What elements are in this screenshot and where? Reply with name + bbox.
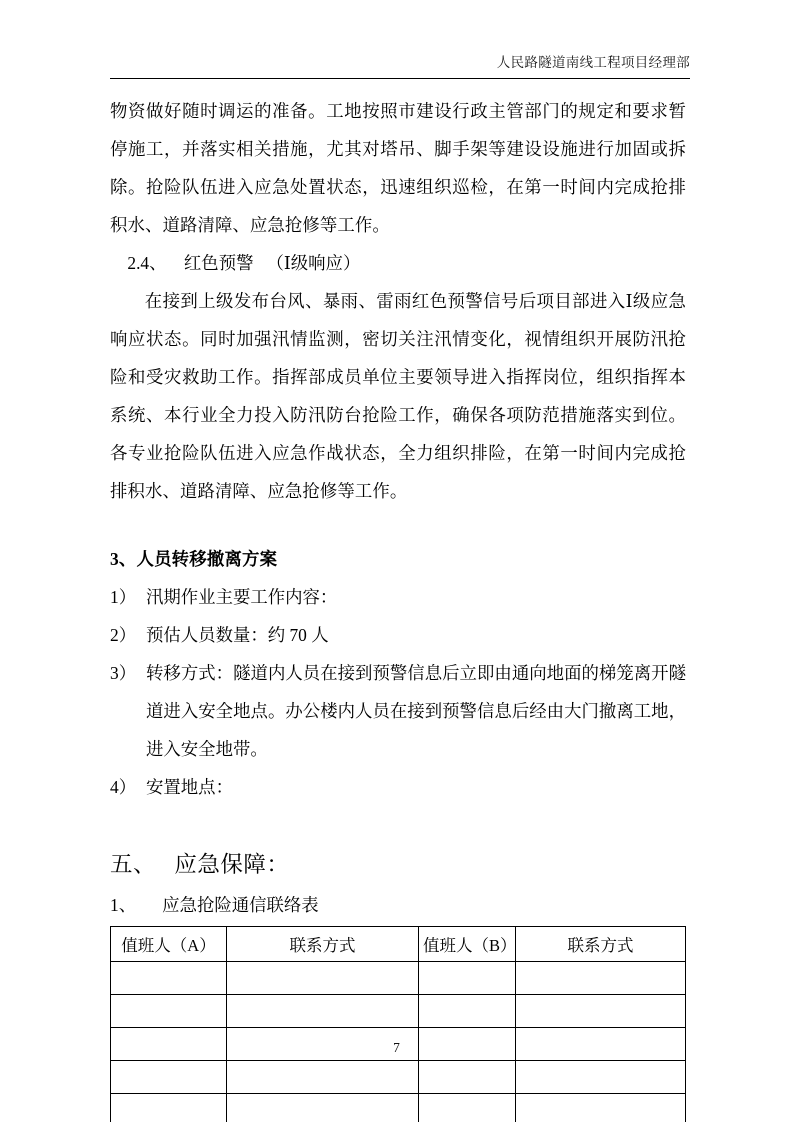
emergency-contact-table (110, 926, 686, 1122)
running-header: 人民路隧道南线工程项目经理部 (496, 55, 690, 70)
list-item-text: 汛期作业主要工作内容： (146, 587, 338, 607)
column-header-duty-person-b: 值班人（B） (419, 927, 516, 962)
list-marker: 2） (110, 625, 137, 645)
section-2-4-body: 在接到上级发布台风、暴雨、雷雨红色预警信号后项目部进入Ⅰ级应急响应状态。同时加强汛情监测，密切关注汛情变化，视情组织开展防汛抢险和受灾救助工作。指挥部成员单位主要领导进入指挥岗位，组织指挥本系统、本行业全力投入防汛防台抢险工作，确保各项防范措施落实到位。各专业抢险队伍进入应急作战状态，全力组织排险，在第一时间内完成抢排积水、道路清障、应急抢修等工作。 (110, 291, 686, 501)
table-row (111, 1094, 686, 1122)
list-item (110, 616, 686, 654)
list-item-text: 转移方式：隧道内人员在接到预警信息后立即由通向地面的梯笼离开隧道进入安全地点。办公楼内人员在接到预警信息后经由大门撤离工地，进入安全地带。 (146, 663, 686, 759)
table-cell[interactable] (516, 962, 686, 995)
list-item (110, 654, 686, 768)
table-cell[interactable] (111, 1094, 227, 1122)
table-cell[interactable] (227, 1094, 419, 1122)
list-item (110, 578, 686, 616)
list-item (110, 768, 686, 806)
list-marker: 3） (110, 663, 137, 683)
table-cell[interactable] (419, 1061, 516, 1094)
table-row (111, 1061, 686, 1094)
spacer-before-section-3 (110, 510, 686, 540)
table-cell[interactable] (227, 962, 419, 995)
table-cell[interactable] (111, 995, 227, 1028)
section-5-heading: 五、 应急保障： (110, 852, 290, 877)
table-caption: 1、 应急抢险通信联络表 (110, 895, 319, 915)
table-cell[interactable] (516, 995, 686, 1028)
column-header-contact-a: 联系方式 (227, 927, 419, 962)
document-body (110, 92, 686, 1122)
section-3-heading: 3、人员转移撤离方案 (110, 549, 278, 569)
paragraph-continued: 物资做好随时调运的准备。工地按照市建设行政主管部门的规定和要求暂停施工，并落实相关措施，尤其对塔吊、脚手架等建设设施进行加固或拆除。抢险队伍进入应急处置状态，迅速组织巡检，在第一时间内完成抢排积水、道路清障、应急抢修等工作。 (110, 101, 686, 235)
table-cell[interactable] (227, 1061, 419, 1094)
column-header-contact-b: 联系方式 (516, 927, 686, 962)
list-marker: 1） (110, 587, 137, 607)
list-marker: 4） (110, 777, 137, 797)
table-cell[interactable] (419, 1094, 516, 1122)
section-3-list (110, 578, 686, 806)
column-header-duty-person-a: 值班人（A） (111, 927, 227, 962)
table-cell[interactable] (419, 962, 516, 995)
list-item-text: 安置地点： (146, 777, 233, 797)
section-2-4-heading: 2.4、 红色预警 （Ⅰ级响应） (127, 253, 361, 273)
table-header-row (111, 927, 686, 962)
table-cell[interactable] (516, 1094, 686, 1122)
header-divider (110, 78, 690, 79)
table-row (111, 962, 686, 995)
spacer-before-section-5 (110, 806, 686, 844)
table-cell[interactable] (516, 1061, 686, 1094)
table-cell[interactable] (111, 962, 227, 995)
table-cell[interactable] (227, 995, 419, 1028)
list-item-text: 预估人员数量：约 70 人 (146, 625, 329, 645)
table-cell[interactable] (419, 995, 516, 1028)
page-number: 7 (393, 1040, 400, 1055)
table-row (111, 995, 686, 1028)
table-cell[interactable] (111, 1061, 227, 1094)
